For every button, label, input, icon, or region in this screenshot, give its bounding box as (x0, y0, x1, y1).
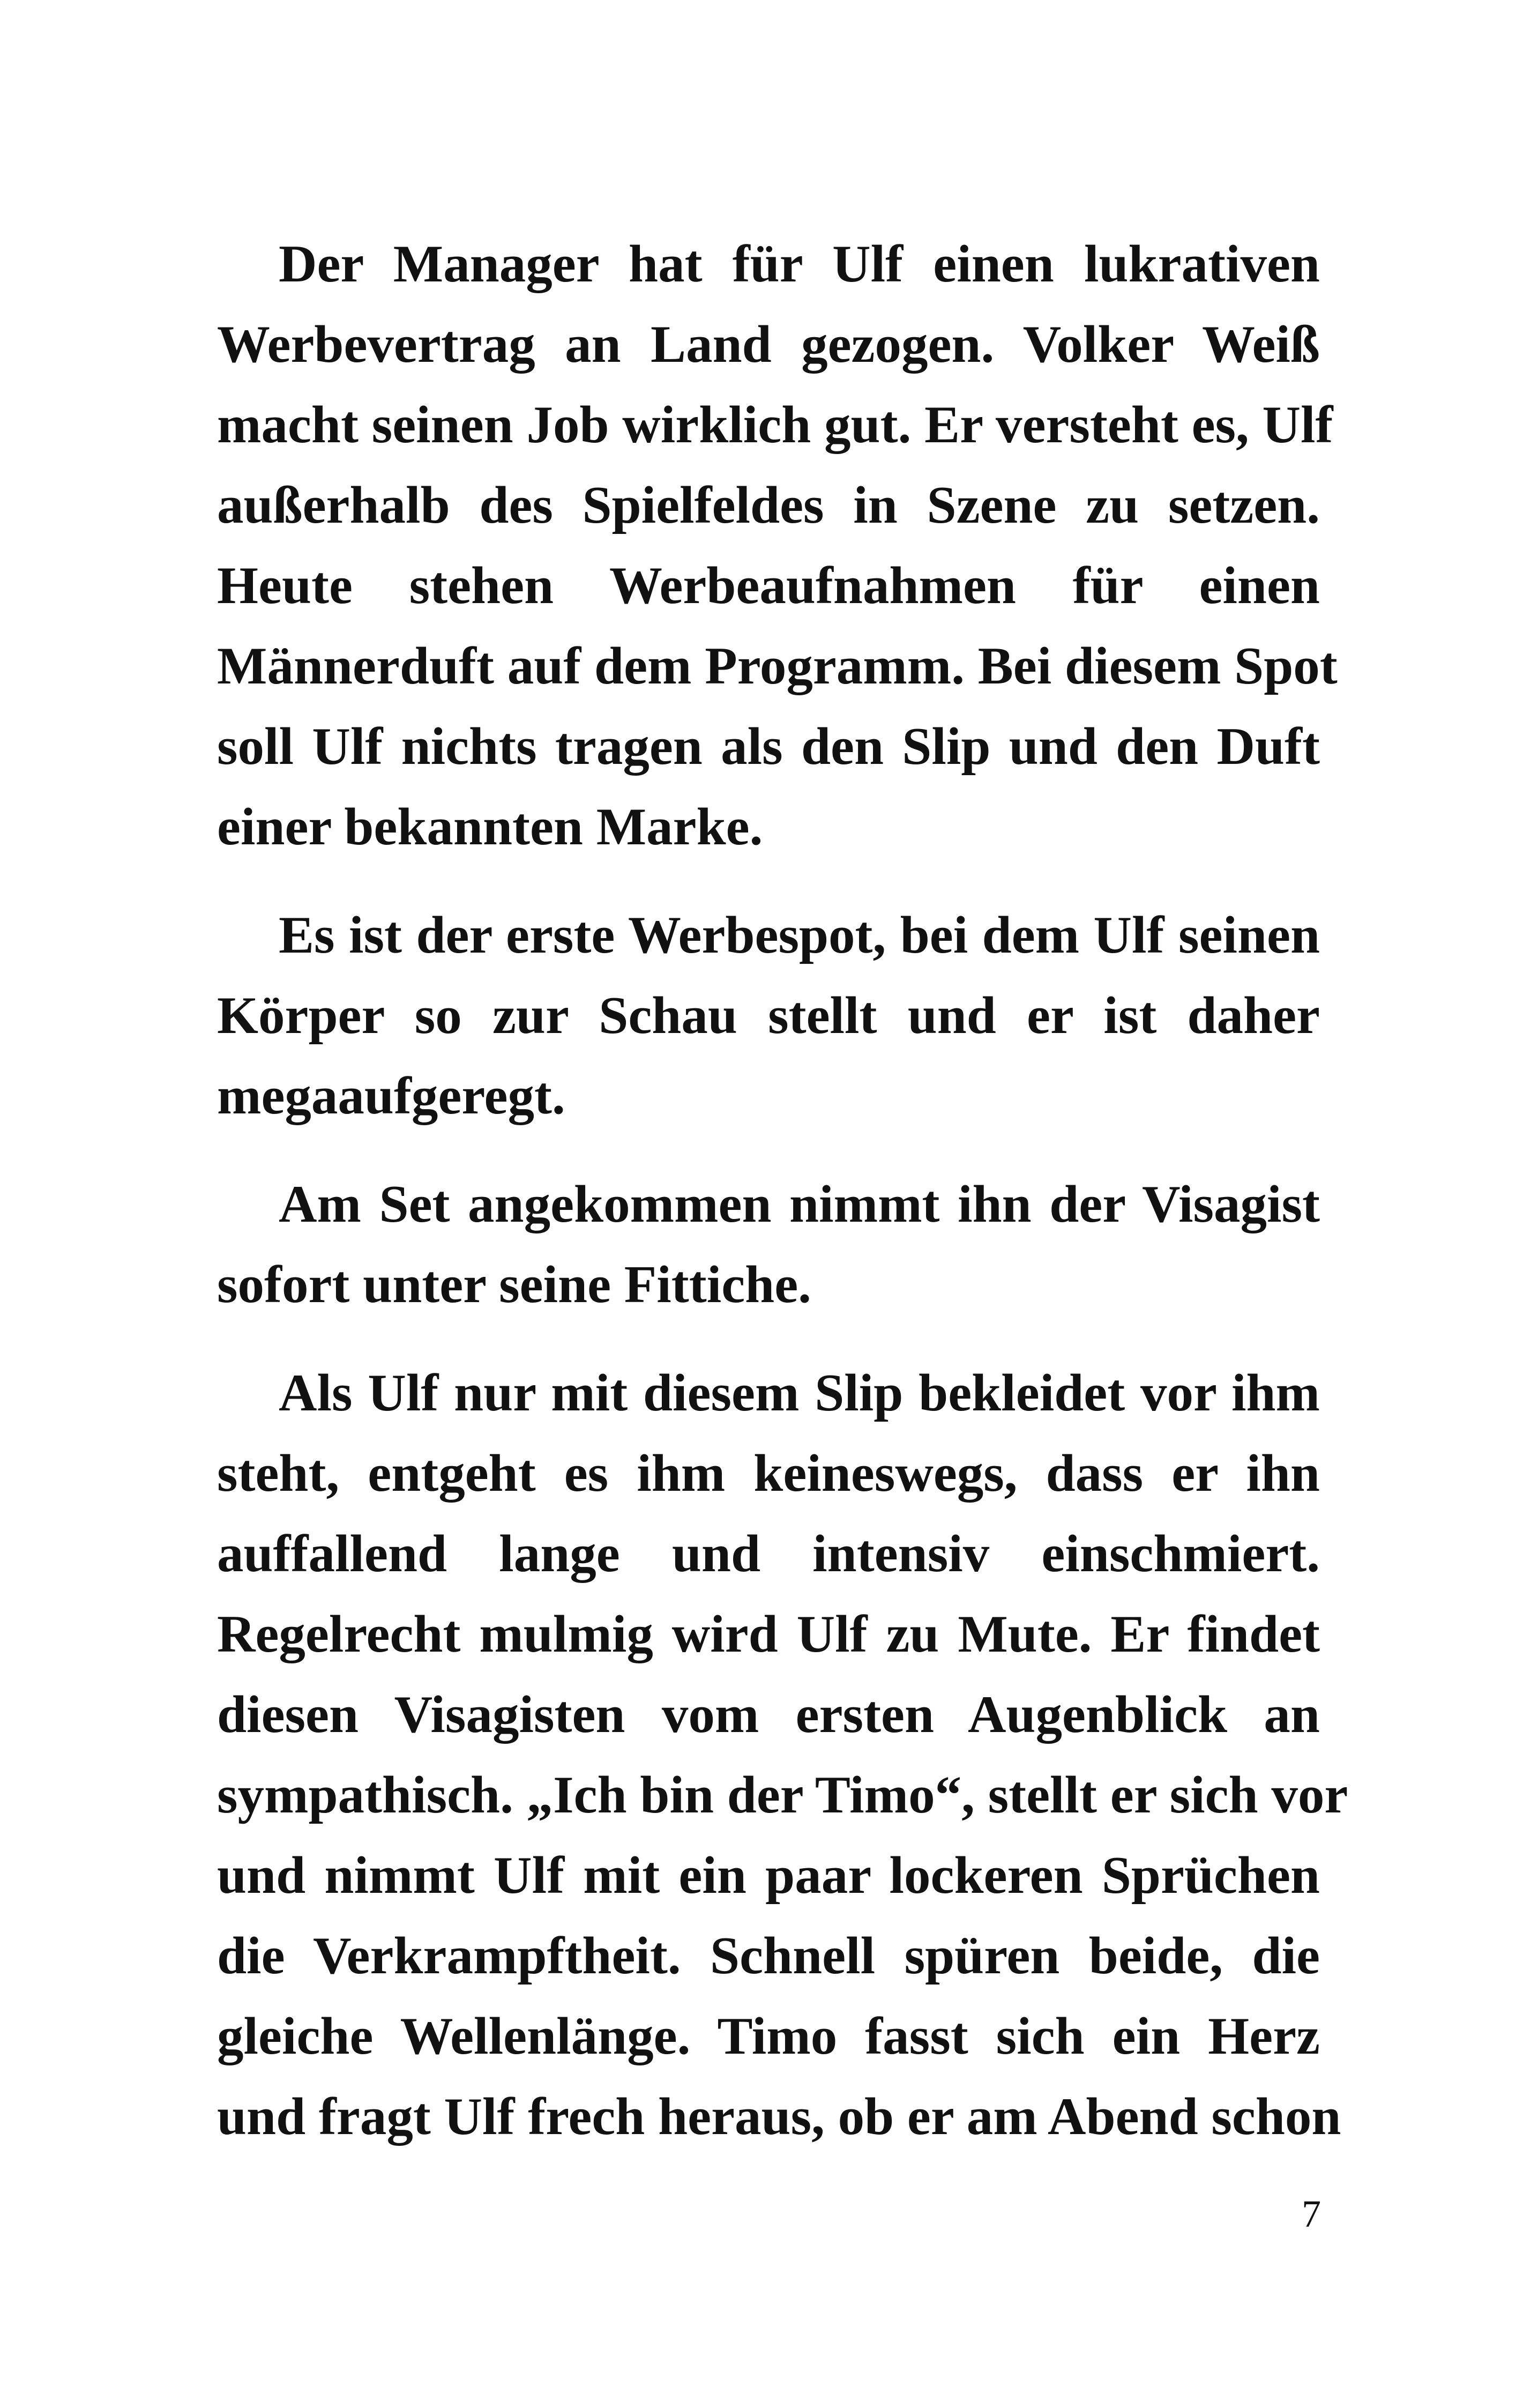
paragraph-4 (217, 1353, 1348, 2157)
text-line: sofort unter seine Fittiche. (217, 1255, 811, 1314)
text-line: steht, entgeht es ihm keineswegs, dass er ihn (217, 1444, 1320, 1503)
paragraph-2 (217, 895, 1320, 1136)
text-line: Körper so zur Schau stellt und er ist daher (217, 986, 1320, 1045)
text-line: Als Ulf nur mit diesem Slip bekleidet vor ihm (279, 1364, 1320, 1422)
paragraph-3 (217, 1164, 1320, 1325)
text-line: gleiche Wellenlänge. Timo fasst sich ein Herz (217, 2007, 1320, 2065)
page-number: 7 (1302, 2193, 1321, 2235)
text-line: Männerduft auf dem Programm. Bei diesem Spot (217, 637, 1338, 695)
text-line: Regelrecht mulmig wird Ulf zu Mute. Er findet (217, 1605, 1320, 1663)
text-line: soll Ulf nichts tragen als den Slip und den Duft (217, 717, 1320, 776)
text-line: diesen Visagisten vom ersten Augenblick an (217, 1685, 1320, 1744)
text-line: auffallend lange und intensiv einschmiert. (217, 1525, 1320, 1583)
text-line: und nimmt Ulf mit ein paar lockeren Sprüchen (217, 1846, 1320, 1905)
text-line: und fragt Ulf frech heraus, ob er am Abend schon (217, 2087, 1341, 2146)
text-line: Am Set angekommen nimmt ihn der Visagist (279, 1175, 1320, 1233)
text-line: Es ist der erste Werbespot, bei dem Ulf seinen (279, 906, 1320, 964)
body-text (217, 224, 1348, 2185)
text-line: macht seinen Job wirklich gut. Er versteht es, Ulf (217, 396, 1333, 454)
text-line: einer bekannten Marke. (217, 798, 763, 856)
text-line: Der Manager hat für Ulf einen lukrativen (279, 235, 1320, 293)
paragraph-1 (217, 224, 1338, 867)
text-line: megaaufgeregt. (217, 1067, 565, 1125)
text-line: Werbevertrag an Land gezogen. Volker Weiß (217, 315, 1320, 374)
text-line: Heute stehen Werbeaufnahmen für einen (217, 556, 1320, 615)
text-line: sympathisch. „Ich bin der Timo“, stellt er sich vor (217, 1766, 1348, 1824)
text-line: außerhalb des Spielfeldes in Szene zu setzen. (217, 476, 1320, 534)
text-line: die Verkrampftheit. Schnell spüren beide, die (217, 1927, 1320, 1985)
